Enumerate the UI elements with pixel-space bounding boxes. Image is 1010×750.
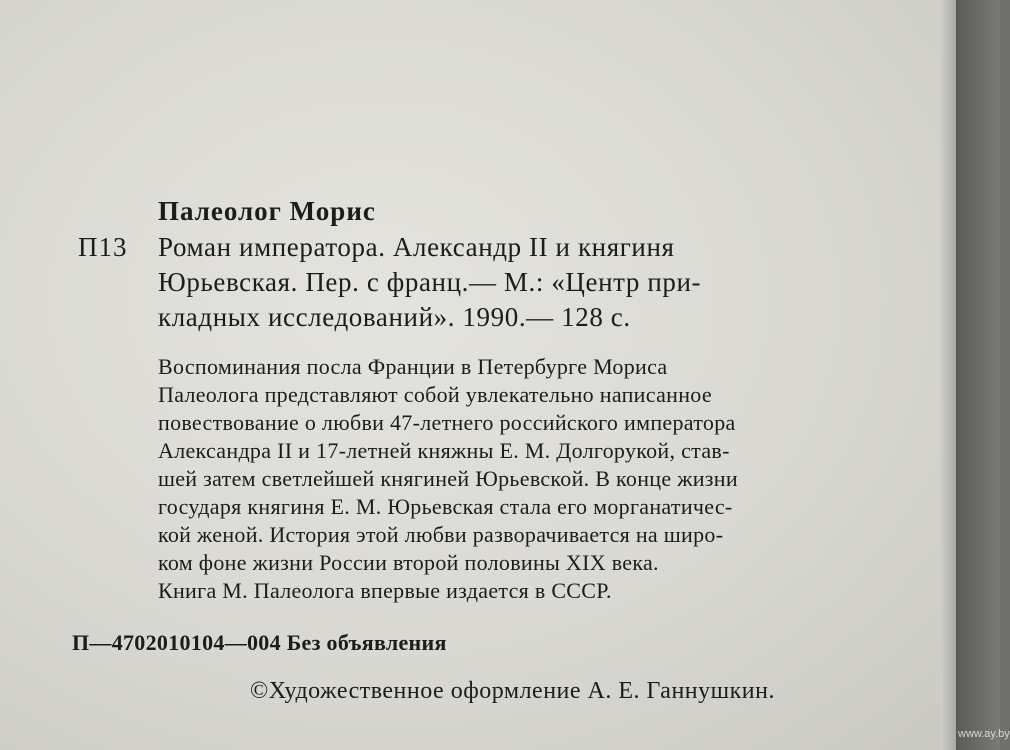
watermark: www.ay.by xyxy=(958,728,1010,740)
annotation-line: Александра II и 17-летней княжны Е. М. Долгорукой, став- xyxy=(158,438,730,463)
bibliographic-line: Юрьевская. Пер. с франц.— М.: «Центр при- xyxy=(158,267,702,297)
bibliographic-line: кладных исследований». 1990.— 128 с. xyxy=(158,302,631,332)
annotation-line: государя княгиня Е. М. Юрьевская стала его морганатичес- xyxy=(158,494,733,519)
annotation-line: Воспоминания посла Франции в Петербурге Мориса xyxy=(158,354,668,379)
page-edge xyxy=(940,0,956,750)
catalog-code: П13 xyxy=(78,232,128,262)
annotation-line: Палеолога представляют собой увлекательно написанное xyxy=(158,382,712,407)
isbn-line: П—4702010104—004 Без объявления xyxy=(72,630,447,655)
annotation-line: ком фоне жизни России второй половины XIX века. xyxy=(158,550,659,575)
design-credit: ©Художественное оформление А. Е. Ганнушкин. xyxy=(250,678,775,704)
background-surface xyxy=(956,0,1000,750)
bibliographic-line: Роман императора. Александр II и княгиня xyxy=(158,232,675,262)
annotation-line: повествование о любви 47-летнего российского императора xyxy=(158,410,736,435)
annotation-line: кой женой. История этой любви разворачивается на широ- xyxy=(158,522,724,547)
annotation-line: шей затем светлейшей княгиней Юрьевской. В конце жизни xyxy=(158,466,738,491)
author-name: Палеолог Морис xyxy=(158,196,376,226)
annotation-line: Книга М. Палеолога впервые издается в СССР. xyxy=(158,578,612,603)
